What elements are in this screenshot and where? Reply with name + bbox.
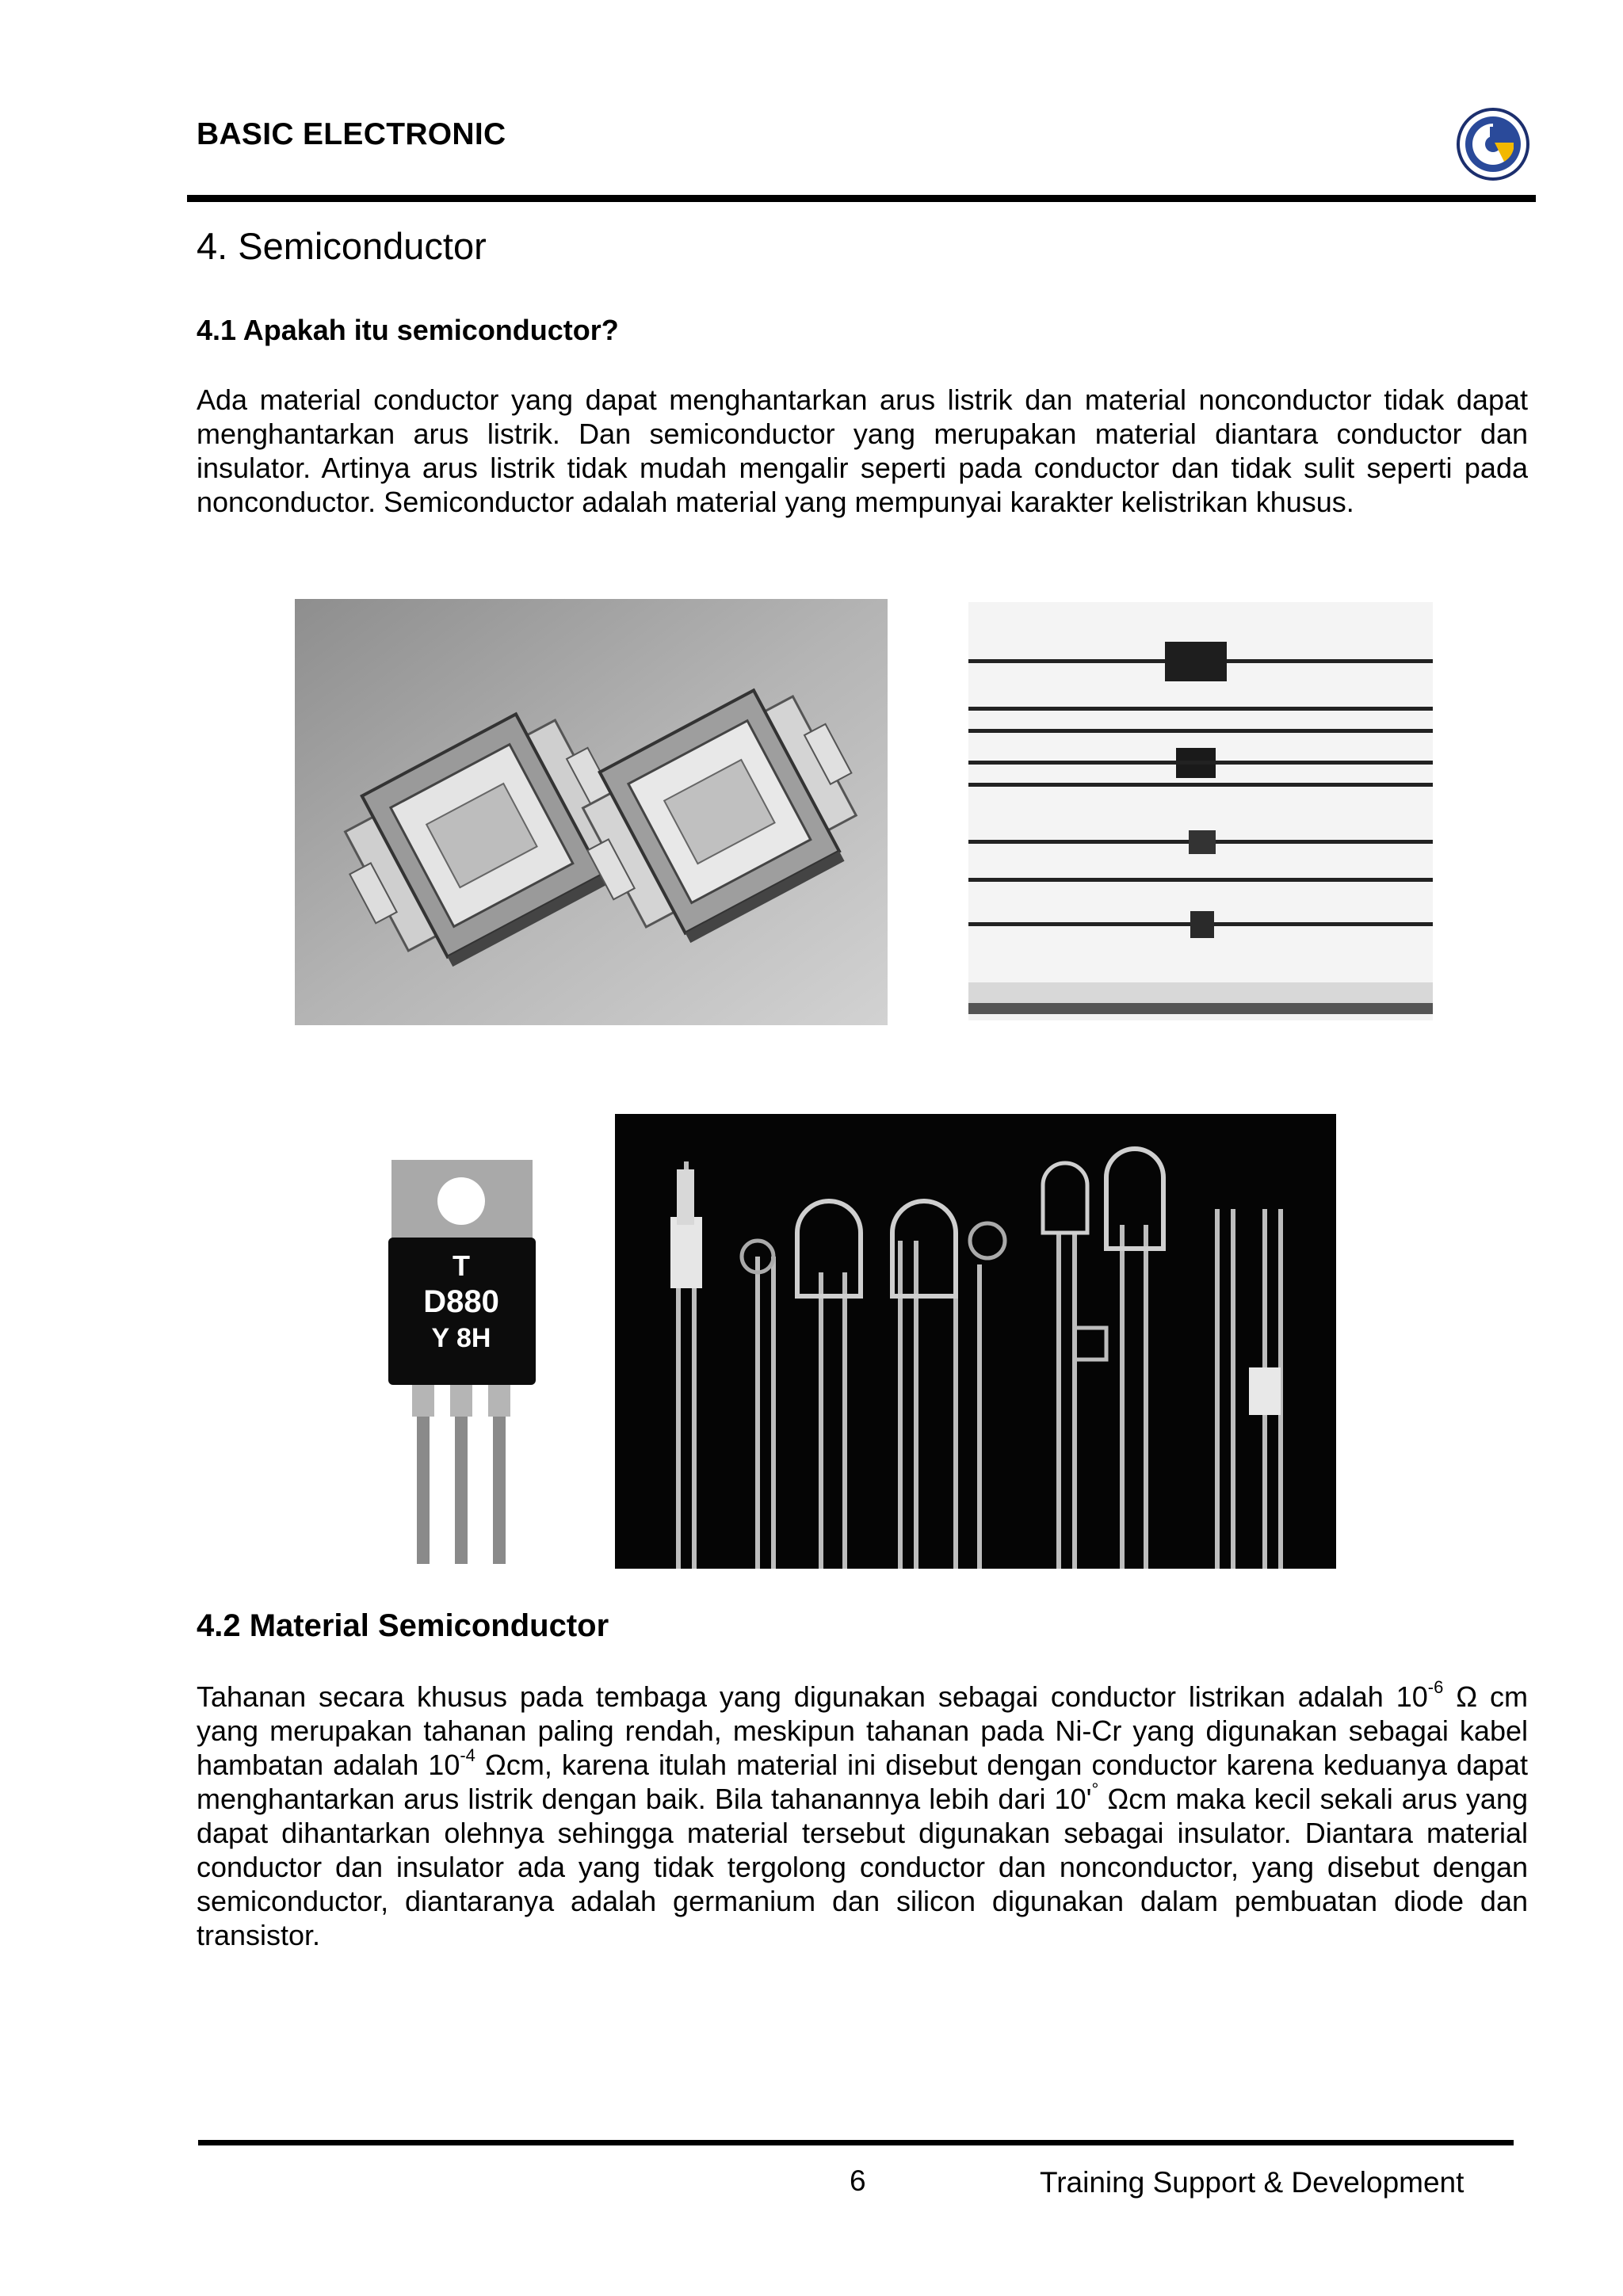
ic-chips-photo [295,599,888,1025]
page-number: 6 [850,2164,866,2197]
chapter-title: 4. Semiconductor [197,225,487,267]
transistor-photo [388,1157,536,1564]
diodes-photo [968,602,1433,1020]
p2-text-b: Ω cm yang merupakan tahanan paling rendah, meskipun tahanan pada Ni-Cr yang digunakan sebagai kabel hambatan adalah 10 [197,1680,1528,1781]
p2-text-d: Ωcm maka kecil sekali arus yang dapat dihantarkan olehnya sehingga material tersebut digunakan sebagai insulator. Diantara material conductor dan insulator ada yang tidak tergolong conductor dan nonconductor, yang disebut dengan semiconductor, diantaranya adalah germanium dan silicon digunakan dalam pembuatan diode dan transistor. [197,1783,1528,1951]
p2-text-c: Ωcm, karena itulah material ini disebut dengan conductor karena keduanya dapat menghantarkan arus listrik dengan baik. Bila tahanannya lebih dari 10' [197,1749,1528,1815]
company-logo-icon [1455,106,1531,182]
transistor-marking-1: T [453,1249,470,1282]
section-heading-4-2: 4.2 Material Semiconductor [197,1608,609,1643]
exponent-3: ° [1091,1779,1099,1799]
footer-text: Training Support & Development [1040,2166,1465,2199]
section-4-1-paragraph: Ada material conductor yang dapat menghantarkan arus listrik dan material nonconductor tidak dapat menghantarkan arus listrik. Dan semiconductor yang merupakan material diantara conductor dan insulator. Artinya arus listrik tidak mudah mengalir seperti pada conductor dan tidak sulit seperti pada nonconductor. Semiconductor adalah material yang mempunyai karakter kelistrikan khusus. [197,383,1528,518]
exponent-2: -4 [460,1745,475,1765]
header-rule [187,195,1536,202]
section-4-2-paragraph [197,1677,1528,1952]
transistor-marking-3: Y 8H [431,1323,491,1353]
transistor-marking-2: D880 [423,1284,499,1319]
footer-rule [198,2140,1514,2145]
p2-text-a: Tahanan secara khusus pada tembaga yang digunakan sebagai conductor listrikan adalah 10 [197,1680,1428,1713]
section-heading-4-1: 4.1 Apakah itu semiconductor? [197,314,619,346]
leds-photo [615,1114,1336,1569]
header-title: BASIC ELECTRONIC [197,117,506,151]
exponent-1: -6 [1427,1677,1444,1697]
